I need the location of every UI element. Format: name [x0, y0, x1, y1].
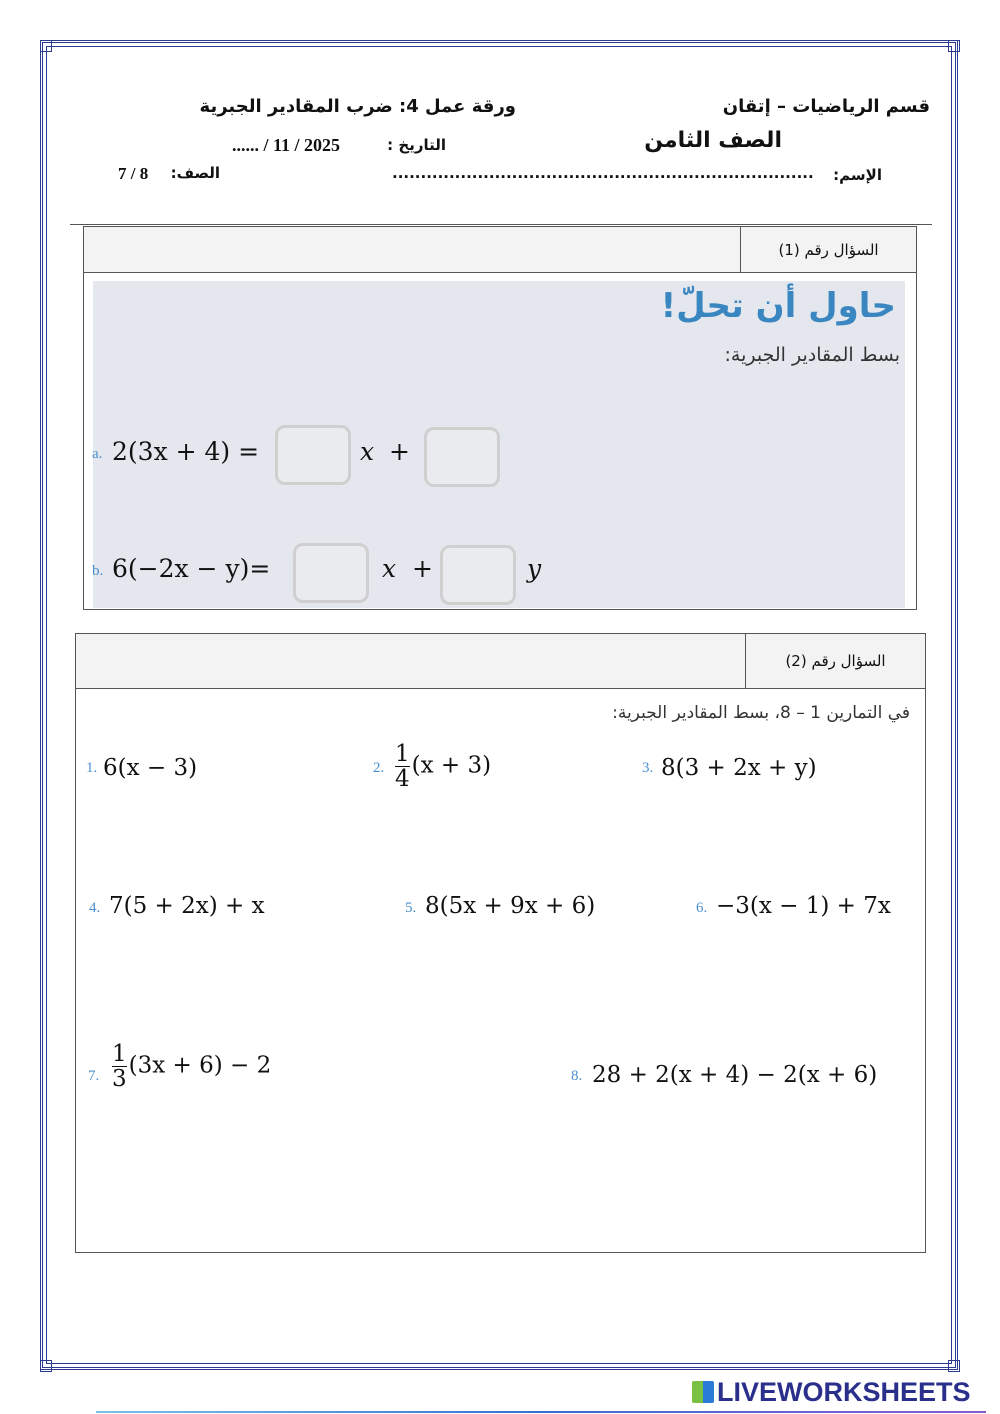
item-b-plus: +	[412, 554, 433, 583]
question2-instruction: في التمارين 1 – 8، بسط المقادير الجبرية:	[612, 703, 910, 723]
name-field[interactable]: ..........................................................................	[392, 164, 814, 182]
exercise-number: 5.	[405, 900, 417, 916]
exercise-number: 1.	[86, 760, 98, 776]
item-b-expression: 6(−2x − y)=	[112, 554, 271, 583]
fraction-numerator: 1	[112, 1041, 127, 1067]
question1-instruction: بسط المقادير الجبرية:	[724, 344, 900, 366]
try-it-heading: حاول أن تحلّ!	[660, 286, 896, 326]
worksheet-title: ورقة عمل 4: ضرب المقادير الجبرية	[199, 96, 516, 117]
exercise-7-expr: (3x + 6) − 2	[128, 1052, 272, 1079]
item-b-var2: y	[527, 554, 542, 583]
header-divider	[70, 224, 932, 225]
question1-header	[84, 227, 916, 273]
item-b-var1: x	[382, 554, 397, 583]
item-number: a.	[92, 446, 103, 462]
question2-box	[75, 633, 926, 1253]
item-number: b.	[92, 563, 104, 579]
item-a-var1: x	[360, 437, 375, 466]
exercise-2-expr: (x + 3)	[411, 752, 492, 779]
brand-text: LIVEWORKSHEETS	[717, 1377, 971, 1407]
exercise-3: 8(3 + 2x + y)	[661, 755, 817, 781]
answer-box-b1[interactable]	[293, 543, 369, 603]
exercise-number: 8.	[571, 1068, 583, 1084]
frame-corner	[40, 1360, 52, 1372]
date-label: التاريخ :	[387, 136, 446, 154]
name-label: الإسم:	[833, 166, 882, 184]
answer-box-b2[interactable]	[440, 545, 516, 605]
department-title: قسم الرياضيات – إتقان	[722, 96, 930, 117]
fraction-denominator: 4	[395, 766, 410, 793]
liveworksheets-icon	[692, 1381, 714, 1403]
question2-header	[76, 634, 925, 689]
exercise-number: 2.	[373, 760, 385, 776]
item-a-expression: 2(3x + 4) =	[112, 437, 260, 466]
frame-corner	[40, 40, 52, 52]
question2-label: السؤال رقم (2)	[745, 634, 925, 688]
exercise-number: 3.	[642, 760, 654, 776]
liveworksheets-logo[interactable]	[692, 1377, 971, 1408]
frame-corner	[948, 1360, 960, 1372]
class-value: 7 / 8	[118, 164, 149, 183]
answer-box-a1[interactable]	[275, 425, 351, 485]
exercise-number: 6.	[696, 900, 708, 916]
exercise-1: 6(x − 3)	[103, 755, 198, 781]
frame-corner	[948, 40, 960, 52]
class-label: الصف:	[170, 164, 220, 182]
exercise-7	[110, 1042, 271, 1091]
footer-line	[96, 1411, 986, 1413]
fraction-denominator: 3	[112, 1066, 127, 1093]
question1-label: السؤال رقم (1)	[740, 227, 916, 272]
grade-title: الصف الثامن	[644, 128, 782, 153]
answer-box-a2[interactable]	[424, 427, 500, 487]
exercise-4: 7(5 + 2x) + x	[109, 893, 265, 919]
item-a-plus: +	[389, 437, 410, 466]
exercise-2	[393, 742, 491, 791]
exercise-6: −3(x − 1) + 7x	[716, 893, 891, 919]
exercise-number: 4.	[89, 900, 101, 916]
exercise-8: 28 + 2(x + 4) − 2(x + 6)	[592, 1062, 878, 1088]
date-value: ...... / 11 / 2025	[232, 135, 341, 155]
exercise-number: 7.	[88, 1068, 100, 1084]
fraction-numerator: 1	[395, 741, 410, 767]
exercise-5: 8(5x + 9x + 6)	[425, 893, 596, 919]
